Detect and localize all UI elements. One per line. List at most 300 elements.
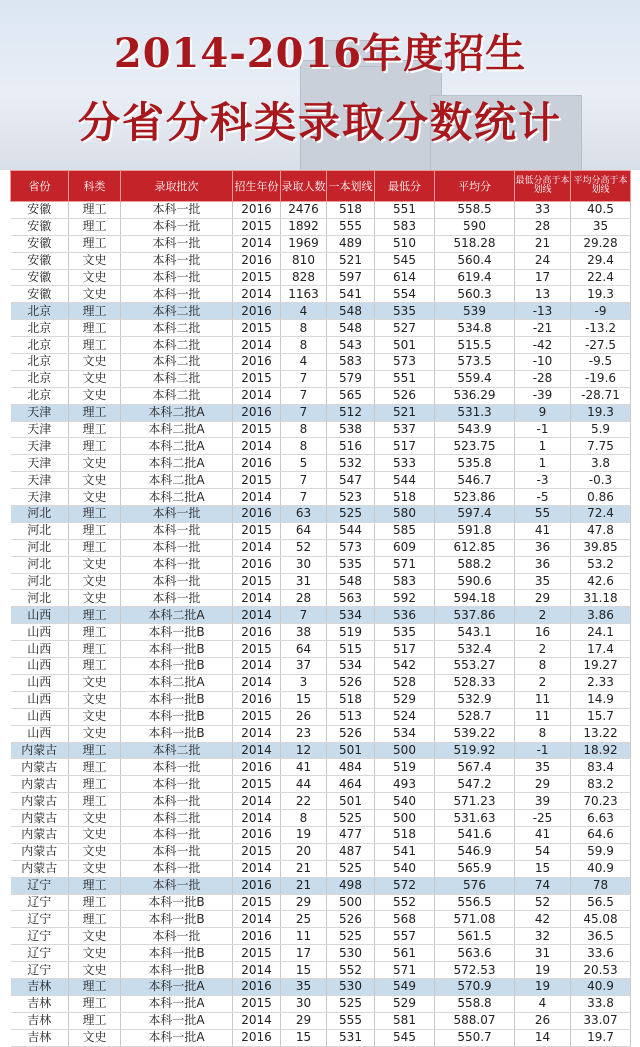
subject-cell: 文史 — [69, 455, 121, 472]
enrolled-count-cell: 2476 — [281, 202, 327, 219]
year-cell: 2016 — [233, 455, 281, 472]
min-above-cutoff-cell: -10 — [515, 354, 571, 371]
cutoff-line-cell: 518 — [327, 691, 375, 708]
province-cell: 北京 — [11, 337, 69, 354]
avg-above-cutoff-cell: 13.22 — [571, 725, 631, 742]
table-row — [11, 826, 631, 843]
avg-score-cell: 619.4 — [435, 269, 515, 286]
year-cell: 2016 — [233, 202, 281, 219]
avg-score-cell: 570.9 — [435, 978, 515, 995]
enrolled-count-cell: 8 — [281, 810, 327, 827]
province-cell: 内蒙古 — [11, 826, 69, 843]
year-cell: 2014 — [233, 911, 281, 928]
subject-cell: 理工 — [69, 337, 121, 354]
cutoff-line-cell: 548 — [327, 573, 375, 590]
enrolled-count-cell: 19 — [281, 826, 327, 843]
table-row — [11, 387, 631, 404]
cutoff-line-cell: 541 — [327, 286, 375, 303]
province-cell: 内蒙古 — [11, 793, 69, 810]
enrolled-count-cell: 52 — [281, 539, 327, 556]
province-cell: 内蒙古 — [11, 810, 69, 827]
enrolled-count-cell: 38 — [281, 624, 327, 641]
min-score-cell: 540 — [375, 793, 435, 810]
batch-cell: 本科一批 — [121, 590, 233, 607]
avg-above-cutoff-cell: 83.2 — [571, 776, 631, 793]
subject-cell: 理工 — [69, 421, 121, 438]
batch-cell: 本科一批B — [121, 725, 233, 742]
min-score-cell: 571 — [375, 962, 435, 979]
enrolled-count-cell: 22 — [281, 793, 327, 810]
year-cell: 2014 — [233, 539, 281, 556]
avg-above-cutoff-cell: 33.6 — [571, 945, 631, 962]
province-cell: 辽宁 — [11, 877, 69, 894]
province-cell: 河北 — [11, 556, 69, 573]
min-above-cutoff-cell: 1 — [515, 455, 571, 472]
avg-above-cutoff-cell: 17.4 — [571, 641, 631, 658]
min-score-cell: 583 — [375, 573, 435, 590]
enrolled-count-cell: 29 — [281, 894, 327, 911]
min-score-cell: 545 — [375, 252, 435, 269]
avg-score-cell: 532.4 — [435, 641, 515, 658]
province-cell: 天津 — [11, 489, 69, 506]
cutoff-line-cell: 531 — [327, 1029, 375, 1046]
province-cell: 天津 — [11, 421, 69, 438]
min-score-cell: 500 — [375, 810, 435, 827]
batch-cell: 本科一批 — [121, 506, 233, 523]
table-row — [11, 759, 631, 776]
batch-cell: 本科一批 — [121, 556, 233, 573]
cutoff-line-cell: 516 — [327, 438, 375, 455]
province-cell: 吉林 — [11, 1029, 69, 1046]
avg-above-cutoff-cell: 15.7 — [571, 708, 631, 725]
avg-score-cell: 547.2 — [435, 776, 515, 793]
batch-cell: 本科二批 — [121, 354, 233, 371]
batch-cell: 本科二批 — [121, 303, 233, 320]
min-above-cutoff-cell: 2 — [515, 641, 571, 658]
cutoff-line-cell: 501 — [327, 742, 375, 759]
batch-cell: 本科二批 — [121, 387, 233, 404]
avg-score-cell: 571.08 — [435, 911, 515, 928]
avg-above-cutoff-cell: 33.8 — [571, 995, 631, 1012]
avg-score-cell: 541.6 — [435, 826, 515, 843]
avg-score-cell: 563.6 — [435, 945, 515, 962]
year-cell: 2015 — [233, 776, 281, 793]
min-above-cutoff-cell: 24 — [515, 252, 571, 269]
min-above-cutoff-cell: 52 — [515, 894, 571, 911]
year-cell: 2016 — [233, 826, 281, 843]
table-row — [11, 860, 631, 877]
cutoff-line-cell: 555 — [327, 1012, 375, 1029]
min-above-cutoff-cell: 21 — [515, 235, 571, 252]
batch-cell: 本科二批A — [121, 489, 233, 506]
enrolled-count-cell: 828 — [281, 269, 327, 286]
min-score-cell: 521 — [375, 404, 435, 421]
year-cell: 2015 — [233, 370, 281, 387]
subject-cell: 理工 — [69, 235, 121, 252]
table-row — [11, 573, 631, 590]
table-row — [11, 590, 631, 607]
province-cell: 山西 — [11, 624, 69, 641]
min-above-cutoff-cell: 33 — [515, 202, 571, 219]
enrolled-count-cell: 30 — [281, 556, 327, 573]
year-cell: 2016 — [233, 624, 281, 641]
subject-cell: 理工 — [69, 995, 121, 1012]
year-cell: 2014 — [233, 235, 281, 252]
year-cell: 2015 — [233, 522, 281, 539]
avg-above-cutoff-cell: 20.53 — [571, 962, 631, 979]
batch-cell: 本科一批B — [121, 962, 233, 979]
batch-cell: 本科二批A — [121, 674, 233, 691]
min-above-cutoff-cell: 19 — [515, 978, 571, 995]
subject-cell: 文史 — [69, 708, 121, 725]
subject-cell: 理工 — [69, 894, 121, 911]
cutoff-line-cell: 548 — [327, 320, 375, 337]
min-above-cutoff-cell: -1 — [515, 742, 571, 759]
year-cell: 2016 — [233, 691, 281, 708]
cutoff-line-cell: 534 — [327, 658, 375, 675]
province-cell: 内蒙古 — [11, 843, 69, 860]
enrolled-count-cell: 5 — [281, 455, 327, 472]
avg-score-cell: 590.6 — [435, 573, 515, 590]
province-cell: 内蒙古 — [11, 759, 69, 776]
enrolled-count-cell: 12 — [281, 742, 327, 759]
min-score-cell: 527 — [375, 320, 435, 337]
enrolled-count-cell: 7 — [281, 472, 327, 489]
min-score-cell: 549 — [375, 978, 435, 995]
cutoff-line-cell: 487 — [327, 843, 375, 860]
subject-cell: 理工 — [69, 776, 121, 793]
subject-cell: 理工 — [69, 658, 121, 675]
min-above-cutoff-cell: -5 — [515, 489, 571, 506]
enrolled-count-cell: 15 — [281, 962, 327, 979]
cutoff-line-cell: 521 — [327, 252, 375, 269]
avg-above-cutoff-cell: 19.3 — [571, 404, 631, 421]
year-cell: 2016 — [233, 1029, 281, 1046]
min-above-cutoff-cell: 32 — [515, 928, 571, 945]
table-row — [11, 691, 631, 708]
batch-cell: 本科二批A — [121, 438, 233, 455]
batch-cell: 本科一批 — [121, 573, 233, 590]
batch-cell: 本科一批 — [121, 759, 233, 776]
cutoff-line-cell: 583 — [327, 354, 375, 371]
subject-cell: 文史 — [69, 962, 121, 979]
min-above-cutoff-cell: 35 — [515, 759, 571, 776]
province-cell: 内蒙古 — [11, 742, 69, 759]
min-above-cutoff-cell: 26 — [515, 1012, 571, 1029]
column-header: 省份 — [11, 171, 69, 202]
province-cell: 天津 — [11, 472, 69, 489]
min-score-cell: 536 — [375, 607, 435, 624]
batch-cell: 本科一批 — [121, 539, 233, 556]
province-cell: 天津 — [11, 404, 69, 421]
table-row — [11, 489, 631, 506]
min-above-cutoff-cell: 8 — [515, 658, 571, 675]
subject-cell: 文史 — [69, 810, 121, 827]
avg-above-cutoff-cell: 78 — [571, 877, 631, 894]
subject-cell: 理工 — [69, 793, 121, 810]
table-row — [11, 303, 631, 320]
year-cell: 2015 — [233, 945, 281, 962]
subject-cell: 理工 — [69, 759, 121, 776]
min-score-cell: 500 — [375, 742, 435, 759]
batch-cell: 本科二批 — [121, 337, 233, 354]
table-row — [11, 269, 631, 286]
avg-score-cell: 531.3 — [435, 404, 515, 421]
avg-score-cell: 546.9 — [435, 843, 515, 860]
batch-cell: 本科一批A — [121, 1029, 233, 1046]
table-row — [11, 539, 631, 556]
avg-above-cutoff-cell: 22.4 — [571, 269, 631, 286]
avg-above-cutoff-cell: 42.6 — [571, 573, 631, 590]
table-row — [11, 641, 631, 658]
enrolled-count-cell: 21 — [281, 877, 327, 894]
avg-score-cell: 531.63 — [435, 810, 515, 827]
cutoff-line-cell: 519 — [327, 624, 375, 641]
min-above-cutoff-cell: -42 — [515, 337, 571, 354]
avg-score-cell: 573.5 — [435, 354, 515, 371]
min-score-cell: 535 — [375, 624, 435, 641]
cutoff-line-cell: 515 — [327, 641, 375, 658]
year-cell: 2016 — [233, 404, 281, 421]
min-score-cell: 537 — [375, 421, 435, 438]
avg-score-cell: 594.18 — [435, 590, 515, 607]
avg-above-cutoff-cell: 6.63 — [571, 810, 631, 827]
avg-above-cutoff-cell: 40.5 — [571, 202, 631, 219]
cutoff-line-cell: 534 — [327, 607, 375, 624]
cutoff-line-cell: 530 — [327, 978, 375, 995]
min-above-cutoff-cell: 42 — [515, 911, 571, 928]
province-cell: 山西 — [11, 674, 69, 691]
cutoff-line-cell: 535 — [327, 556, 375, 573]
province-cell: 吉林 — [11, 995, 69, 1012]
province-cell: 山西 — [11, 725, 69, 742]
admission-score-table — [10, 170, 631, 1047]
cutoff-line-cell: 573 — [327, 539, 375, 556]
province-cell: 吉林 — [11, 1012, 69, 1029]
table-row — [11, 962, 631, 979]
table-row — [11, 776, 631, 793]
avg-score-cell: 572.53 — [435, 962, 515, 979]
min-score-cell: 518 — [375, 489, 435, 506]
cutoff-line-cell: 526 — [327, 674, 375, 691]
enrolled-count-cell: 810 — [281, 252, 327, 269]
province-cell: 河北 — [11, 506, 69, 523]
avg-above-cutoff-cell: 2.33 — [571, 674, 631, 691]
min-score-cell: 572 — [375, 877, 435, 894]
cutoff-line-cell: 518 — [327, 202, 375, 219]
avg-score-cell: 515.5 — [435, 337, 515, 354]
batch-cell: 本科一批B — [121, 658, 233, 675]
min-score-cell: 517 — [375, 641, 435, 658]
avg-score-cell: 567.4 — [435, 759, 515, 776]
subject-cell: 文史 — [69, 1029, 121, 1046]
table-row — [11, 556, 631, 573]
year-cell: 2015 — [233, 320, 281, 337]
cutoff-line-cell: 464 — [327, 776, 375, 793]
subject-cell: 文史 — [69, 489, 121, 506]
province-cell: 辽宁 — [11, 894, 69, 911]
subject-cell: 理工 — [69, 506, 121, 523]
avg-above-cutoff-cell: -9 — [571, 303, 631, 320]
table-row — [11, 286, 631, 303]
table-row — [11, 506, 631, 523]
column-header: 招生年份 — [233, 171, 281, 202]
cutoff-line-cell: 547 — [327, 472, 375, 489]
avg-score-cell: 561.5 — [435, 928, 515, 945]
year-cell: 2015 — [233, 421, 281, 438]
enrolled-count-cell: 29 — [281, 1012, 327, 1029]
batch-cell: 本科一批 — [121, 522, 233, 539]
avg-score-cell: 558.5 — [435, 202, 515, 219]
batch-cell: 本科一批 — [121, 793, 233, 810]
min-above-cutoff-cell: 28 — [515, 218, 571, 235]
enrolled-count-cell: 21 — [281, 860, 327, 877]
enrolled-count-cell: 28 — [281, 590, 327, 607]
min-score-cell: 529 — [375, 995, 435, 1012]
batch-cell: 本科一批B — [121, 945, 233, 962]
cutoff-line-cell: 512 — [327, 404, 375, 421]
province-cell: 北京 — [11, 354, 69, 371]
batch-cell: 本科一批B — [121, 624, 233, 641]
min-above-cutoff-cell: 41 — [515, 522, 571, 539]
province-cell: 天津 — [11, 438, 69, 455]
subject-cell: 理工 — [69, 438, 121, 455]
province-cell: 安徽 — [11, 252, 69, 269]
enrolled-count-cell: 3 — [281, 674, 327, 691]
cutoff-line-cell: 489 — [327, 235, 375, 252]
cutoff-line-cell: 500 — [327, 894, 375, 911]
table-row — [11, 337, 631, 354]
avg-above-cutoff-cell: 29.28 — [571, 235, 631, 252]
avg-above-cutoff-cell: 0.86 — [571, 489, 631, 506]
province-cell: 安徽 — [11, 202, 69, 219]
min-score-cell: 542 — [375, 658, 435, 675]
min-above-cutoff-cell: 31 — [515, 945, 571, 962]
min-above-cutoff-cell: 11 — [515, 691, 571, 708]
batch-cell: 本科一批 — [121, 843, 233, 860]
subject-cell: 文史 — [69, 590, 121, 607]
table-row — [11, 202, 631, 219]
avg-score-cell: 539.22 — [435, 725, 515, 742]
avg-above-cutoff-cell: 53.2 — [571, 556, 631, 573]
subject-cell: 理工 — [69, 607, 121, 624]
min-above-cutoff-cell: -25 — [515, 810, 571, 827]
min-above-cutoff-cell: 36 — [515, 539, 571, 556]
table-row — [11, 1012, 631, 1029]
min-score-cell: 614 — [375, 269, 435, 286]
avg-score-cell: 528.7 — [435, 708, 515, 725]
min-score-cell: 524 — [375, 708, 435, 725]
cutoff-line-cell: 565 — [327, 387, 375, 404]
avg-score-cell: 519.92 — [435, 742, 515, 759]
table-row — [11, 945, 631, 962]
table-row — [11, 421, 631, 438]
avg-above-cutoff-cell: 56.5 — [571, 894, 631, 911]
year-cell: 2015 — [233, 843, 281, 860]
avg-above-cutoff-cell: 70.23 — [571, 793, 631, 810]
batch-cell: 本科一批 — [121, 826, 233, 843]
year-cell: 2015 — [233, 472, 281, 489]
table-row — [11, 1029, 631, 1046]
min-score-cell: 609 — [375, 539, 435, 556]
year-cell: 2016 — [233, 252, 281, 269]
subject-cell: 理工 — [69, 641, 121, 658]
enrolled-count-cell: 23 — [281, 725, 327, 742]
province-cell: 天津 — [11, 455, 69, 472]
avg-score-cell: 588.2 — [435, 556, 515, 573]
year-cell: 2014 — [233, 607, 281, 624]
avg-above-cutoff-cell: 7.75 — [571, 438, 631, 455]
min-score-cell: 533 — [375, 455, 435, 472]
min-above-cutoff-cell: 54 — [515, 843, 571, 860]
page-subtitle: 分省分科类录取分数统计 — [77, 98, 562, 147]
year-cell: 2016 — [233, 978, 281, 995]
avg-above-cutoff-cell: 47.8 — [571, 522, 631, 539]
year-cell: 2015 — [233, 708, 281, 725]
province-cell: 吉林 — [11, 978, 69, 995]
enrolled-count-cell: 15 — [281, 691, 327, 708]
avg-score-cell: 546.7 — [435, 472, 515, 489]
province-cell: 安徽 — [11, 269, 69, 286]
min-score-cell: 581 — [375, 1012, 435, 1029]
enrolled-count-cell: 8 — [281, 320, 327, 337]
min-score-cell: 501 — [375, 337, 435, 354]
year-cell: 2014 — [233, 658, 281, 675]
province-cell: 北京 — [11, 387, 69, 404]
cutoff-line-cell: 525 — [327, 928, 375, 945]
subject-cell: 文史 — [69, 472, 121, 489]
table-row — [11, 404, 631, 421]
column-header: 最低分高于本划线 — [515, 171, 571, 202]
min-above-cutoff-cell: 4 — [515, 995, 571, 1012]
batch-cell: 本科二批A — [121, 421, 233, 438]
avg-score-cell: 576 — [435, 877, 515, 894]
year-cell: 2014 — [233, 674, 281, 691]
min-score-cell: 583 — [375, 218, 435, 235]
table-row — [11, 455, 631, 472]
cutoff-line-cell: 477 — [327, 826, 375, 843]
batch-cell: 本科二批 — [121, 320, 233, 337]
batch-cell: 本科一批A — [121, 995, 233, 1012]
enrolled-count-cell: 44 — [281, 776, 327, 793]
avg-above-cutoff-cell: 18.92 — [571, 742, 631, 759]
avg-above-cutoff-cell: 40.9 — [571, 860, 631, 877]
enrolled-count-cell: 15 — [281, 1029, 327, 1046]
province-cell: 辽宁 — [11, 928, 69, 945]
avg-above-cutoff-cell: -13.2 — [571, 320, 631, 337]
avg-above-cutoff-cell: 40.9 — [571, 978, 631, 995]
enrolled-count-cell: 4 — [281, 303, 327, 320]
year-cell: 2014 — [233, 793, 281, 810]
subject-cell: 文史 — [69, 354, 121, 371]
min-score-cell: 535 — [375, 303, 435, 320]
table-row — [11, 911, 631, 928]
avg-score-cell: 534.8 — [435, 320, 515, 337]
min-above-cutoff-cell: 2 — [515, 674, 571, 691]
table-row — [11, 472, 631, 489]
min-above-cutoff-cell: 39 — [515, 793, 571, 810]
min-score-cell: 573 — [375, 354, 435, 371]
avg-score-cell: 535.8 — [435, 455, 515, 472]
min-score-cell: 528 — [375, 674, 435, 691]
enrolled-count-cell: 17 — [281, 945, 327, 962]
enrolled-count-cell: 1969 — [281, 235, 327, 252]
column-header: 录取批次 — [121, 171, 233, 202]
min-score-cell: 554 — [375, 286, 435, 303]
enrolled-count-cell: 26 — [281, 708, 327, 725]
avg-score-cell: 560.3 — [435, 286, 515, 303]
subject-cell: 文史 — [69, 286, 121, 303]
